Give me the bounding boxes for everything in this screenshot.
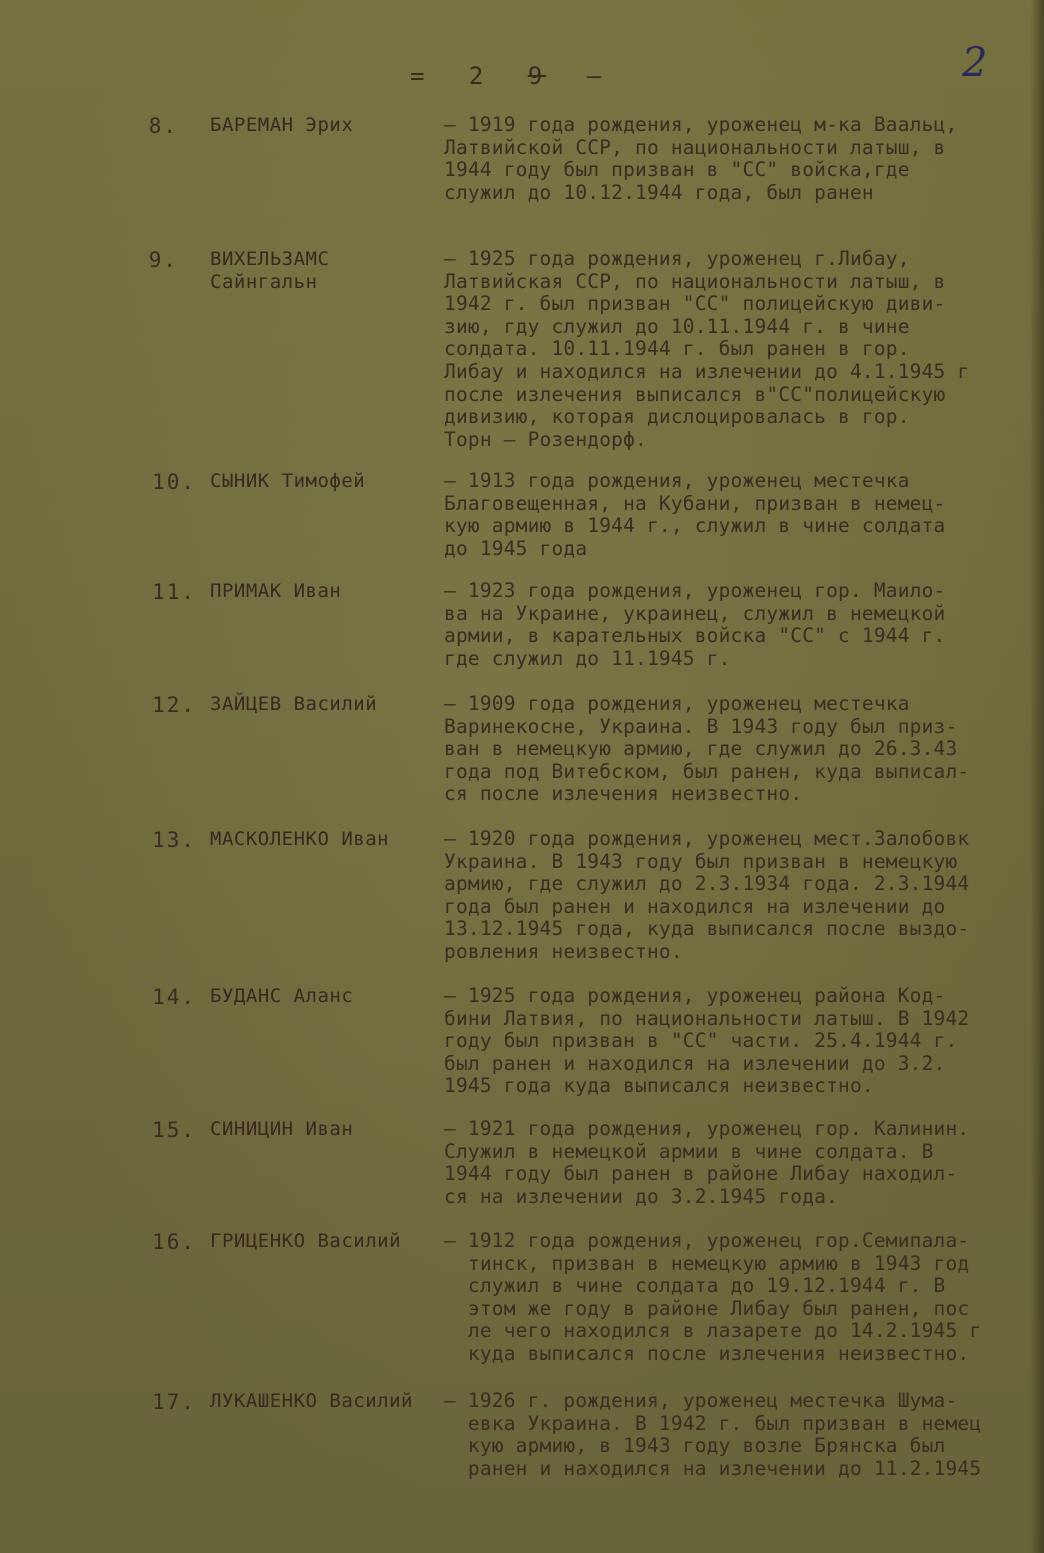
page-header bbox=[410, 62, 627, 90]
entry-description: – 1909 года рождения, уроженец местечка Варинекосне, Украина. В 1943 году был приз- ван в немецкую армию, где служил до 26.3.43 года под Витебском, был ранен, куда выписал- ся после излечения неизвестно. bbox=[444, 692, 970, 806]
entry-description: – 1925 года рождения, уроженец района Код- бини Латвия, по национальности латыш. В 1942 году был призван в "СС" части. 25.4.1944 г. был ранен и находился на излечении до 3.2. 1945 года куда выписался неизвестно. bbox=[444, 984, 970, 1098]
entry-name: ПРИМАК Иван bbox=[210, 580, 342, 602]
entry-name: СИНИЦИН Иван bbox=[210, 1118, 354, 1140]
entry-name: БУДАНС Аланс bbox=[210, 985, 354, 1007]
entry-name: ГРИЦЕНКО Василий bbox=[210, 1230, 402, 1252]
entry-number: 8. bbox=[148, 114, 178, 138]
entry-description: – 1925 года рождения, уроженец г.Либау, Латвийская ССР, по национальности латыш, в 1942 г. был призван "СС" полицейскую диви- зию, гду служил до 10.11.1944 г. в чине солдата. 10.11.1944 г. был ранен в гор. Либау и находился на излечении до 4.1.1945 г после излечения выписался в"СС"полицейскую дивизию, которая дислоцировалась в гор. Торн – Розендорф. bbox=[444, 247, 970, 451]
entry-number: 16. bbox=[152, 1230, 196, 1254]
entry-name: ЗАЙЦЕВ Василий bbox=[210, 693, 378, 715]
entry-name: СЫНИК Тимофей bbox=[210, 470, 366, 492]
entry-description: – 1912 года рождения, уроженец гор.Семипала- тинск, призван в немецкую армию в 1943 год служил в чине солдата до 19.12.1944 г. В этом же году в районе Либау был ранен, пос ле чего находился в лазарете до 14.2.1945 г куда выписался после излечения неизвестно. bbox=[444, 1229, 982, 1365]
handwritten-page-number: 2 bbox=[962, 40, 988, 86]
entry-name: ЛУКАШЕНКО Василий bbox=[210, 1390, 413, 1412]
entry-description: – 1920 года рождения, уроженец мест.Залобовк Украина. В 1943 году был призван в немецкую армию, где служил до 2.3.1934 года. 2.3.1944 года был ранен и находился на излечении до 13.12.1945 года, куда выписался после выздо- ровления неизвестно. bbox=[444, 827, 970, 963]
entry-number: 14. bbox=[152, 985, 196, 1009]
entry-name: МАСКОЛЕНКО Иван bbox=[210, 828, 390, 850]
entry-name: ВИХЕЛЬЗАМС Сайнгальн bbox=[210, 248, 330, 293]
header-dash: – bbox=[586, 62, 606, 90]
entry-description: – 1923 года рождения, уроженец гор. Маило- ва на Украине, украинец, служил в немецкой армии, в карательных войска "СС" с 1944 г. где служил до 11.1945 г. bbox=[444, 579, 946, 670]
entry-number: 15. bbox=[152, 1118, 196, 1142]
entry-description: – 1919 года рождения, уроженец м-ка Ваальц, Латвийской ССР, по национальности латыш, в 1944 году был призван в "СС" войска,где служил до 10.12.1944 года, был ранен bbox=[444, 113, 958, 204]
entry-number: 13. bbox=[152, 828, 196, 852]
entry-description: – 1913 года рождения, уроженец местечка Благовещенная, на Кубани, призван в немец- кую армию в 1944 г., служил в чине солдата до 1945 года bbox=[444, 469, 946, 560]
page-number: 2 bbox=[468, 62, 488, 90]
page-number-struck: 9 bbox=[527, 62, 547, 90]
entry-name: БАРЕМАН Эрих bbox=[210, 114, 354, 136]
header-prefix: = bbox=[410, 62, 429, 90]
entry-description: – 1926 г. рождения, уроженец местечка Шума- евка Украина. В 1942 г. был призван в немец кую армию, в 1943 году возле Брянска был ранен и находился на излечении до 11.2.1945 bbox=[444, 1389, 982, 1480]
entry-number: 9. bbox=[148, 248, 178, 272]
entry-number: 12. bbox=[152, 693, 196, 717]
entry-description: – 1921 года рождения, уроженец гор. Калинин. Служил в немецкой армии в чине солдата. В 1944 году был ранен в районе Либау находил- ся на излечении до 3.2.1945 года. bbox=[444, 1117, 970, 1208]
entry-number: 10. bbox=[152, 470, 196, 494]
entry-number: 11. bbox=[152, 580, 196, 604]
entry-number: 17. bbox=[152, 1390, 196, 1414]
